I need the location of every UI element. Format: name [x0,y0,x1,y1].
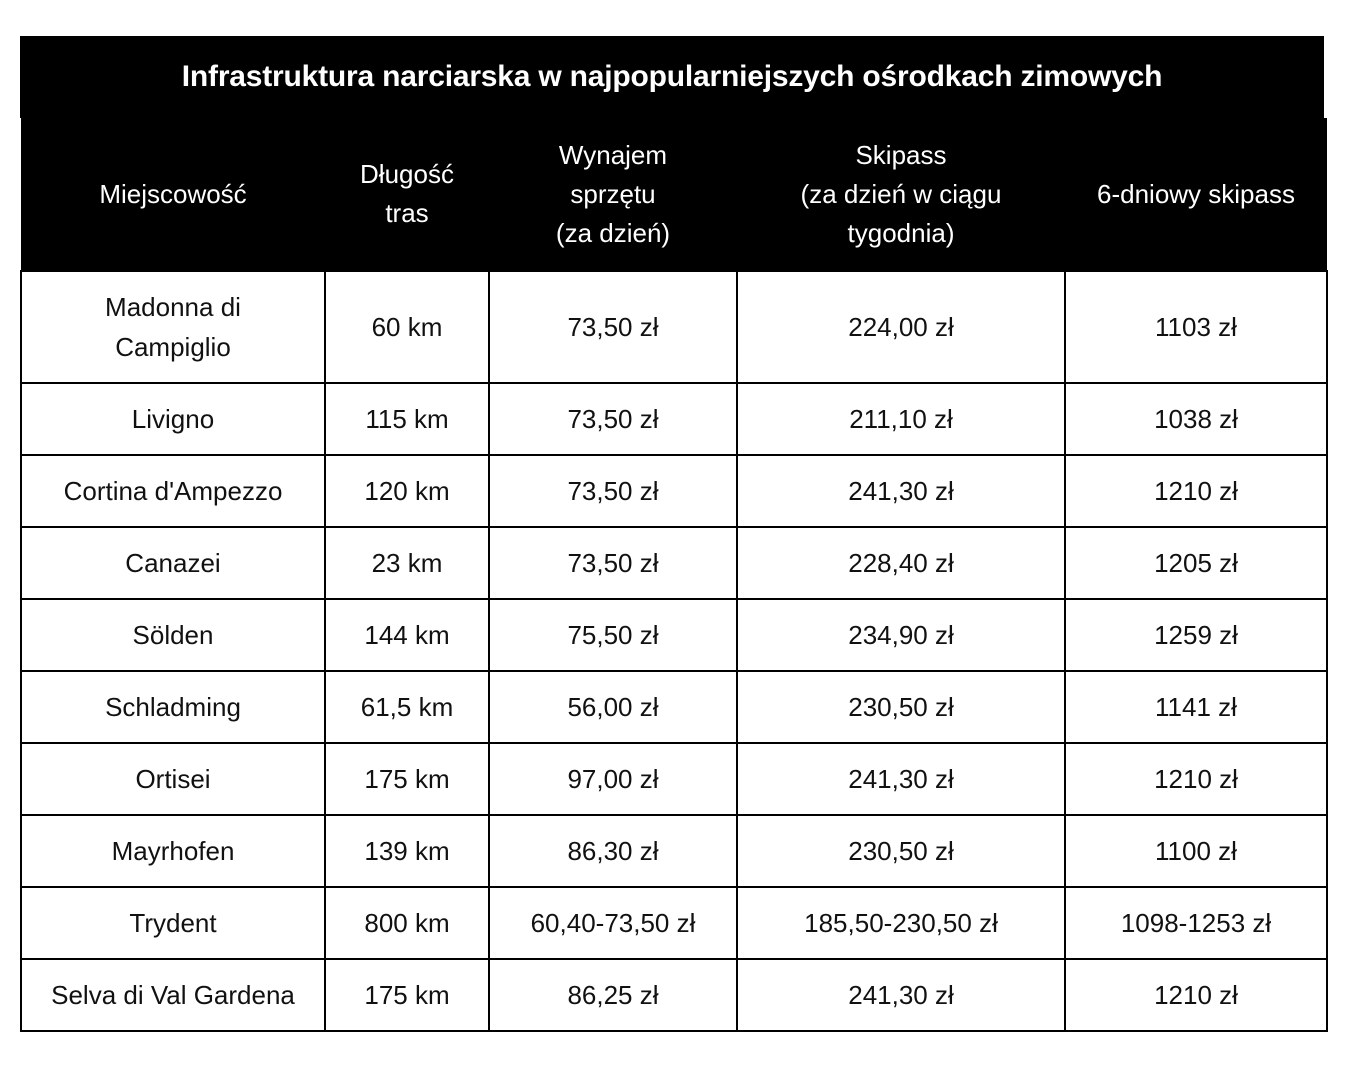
cell-skipass-6: 1141 zł [1065,671,1327,743]
cell-rental: 60,40-73,50 zł [489,887,737,959]
cell-skipass-day: 228,40 zł [737,527,1065,599]
cell-rental: 97,00 zł [489,743,737,815]
cell-place: Sölden [21,599,325,671]
cell-place: Selva di Val Gardena [21,959,325,1031]
cell-rental: 86,30 zł [489,815,737,887]
cell-place: Mayrhofen [21,815,325,887]
cell-place: Schladming [21,671,325,743]
cell-skipass-day: 234,90 zł [737,599,1065,671]
header-line: tygodnia) [847,217,955,248]
cell-skipass-day: 224,00 zł [737,271,1065,383]
header-line: Długość [360,159,454,189]
cell-place: Ortisei [21,743,325,815]
cell-place: Cortina d'Ampezzo [21,455,325,527]
cell-length: 800 km [325,887,489,959]
header-line: 6-dniowy skipass [1097,178,1295,209]
cell-length: 120 km [325,455,489,527]
cell-length: 115 km [325,383,489,455]
table-row [21,887,1327,959]
cell-place: Canazei [21,527,325,599]
cell-rental: 86,25 zł [489,959,737,1031]
cell-skipass-day: 230,50 zł [737,671,1065,743]
table-title-text: Infrastruktura narciarska w najpopularniejszych ośrodkach zimowych [181,60,1163,93]
cell-place: Livigno [21,383,325,455]
cell-skipass-6: 1259 zł [1065,599,1327,671]
cell-skipass-day: 241,30 zł [737,743,1065,815]
cell-skipass-day: 230,50 zł [737,815,1065,887]
header-rental [489,118,737,271]
table-header [21,118,1327,271]
cell-skipass-6: 1205 zł [1065,527,1327,599]
header-skipass-day [737,118,1065,271]
cell-skipass-6: 1038 zł [1065,383,1327,455]
header-line: Miejscowość [99,178,247,209]
cell-length: 60 km [325,271,489,383]
header-line: (za dzień) [555,217,671,248]
cell-rental: 56,00 zł [489,671,737,743]
cell-place: Madonna di Campiglio [21,271,325,383]
cell-rental: 73,50 zł [489,527,737,599]
header-skipass-6 [1065,118,1327,271]
table-title [20,36,1324,118]
cell-skipass-6: 1210 zł [1065,743,1327,815]
table-row [21,455,1327,527]
cell-skipass-day: 241,30 zł [737,455,1065,527]
table-row [21,527,1327,599]
header-place [21,118,325,271]
cell-skipass-6: 1103 zł [1065,271,1327,383]
cell-place: Trydent [21,887,325,959]
cell-length: 144 km [325,599,489,671]
cell-skipass-6: 1098-1253 zł [1065,887,1327,959]
header-row [21,118,1327,271]
cell-rental: 73,50 zł [489,455,737,527]
header-line: sprzętu [570,178,656,209]
header-line: Skipass [855,139,947,170]
cell-rental: 73,50 zł [489,383,737,455]
cell-length: 175 km [325,743,489,815]
table-row [21,743,1327,815]
cell-length: 139 km [325,815,489,887]
cell-skipass-6: 1210 zł [1065,455,1327,527]
header-length [325,118,489,271]
cell-length: 175 km [325,959,489,1031]
cell-rental: 73,50 zł [489,271,737,383]
ski-resorts-table [20,118,1328,1032]
header-line: tras [385,198,429,228]
cell-length: 61,5 km [325,671,489,743]
cell-skipass-6: 1100 zł [1065,815,1327,887]
table-row [21,671,1327,743]
table-row [21,271,1327,383]
cell-length: 23 km [325,527,489,599]
cell-skipass-day: 185,50-230,50 zł [737,887,1065,959]
header-line: (za dzień w ciągu [800,178,1002,209]
table-body [21,271,1327,1031]
cell-skipass-6: 1210 zł [1065,959,1327,1031]
table-row [21,815,1327,887]
ski-infrastructure-table-container [20,36,1326,1032]
table-row [21,383,1327,455]
table-row [21,959,1327,1031]
header-line: Wynajem [558,139,668,170]
cell-skipass-day: 211,10 zł [737,383,1065,455]
cell-rental: 75,50 zł [489,599,737,671]
table-row [21,599,1327,671]
cell-skipass-day: 241,30 zł [737,959,1065,1031]
